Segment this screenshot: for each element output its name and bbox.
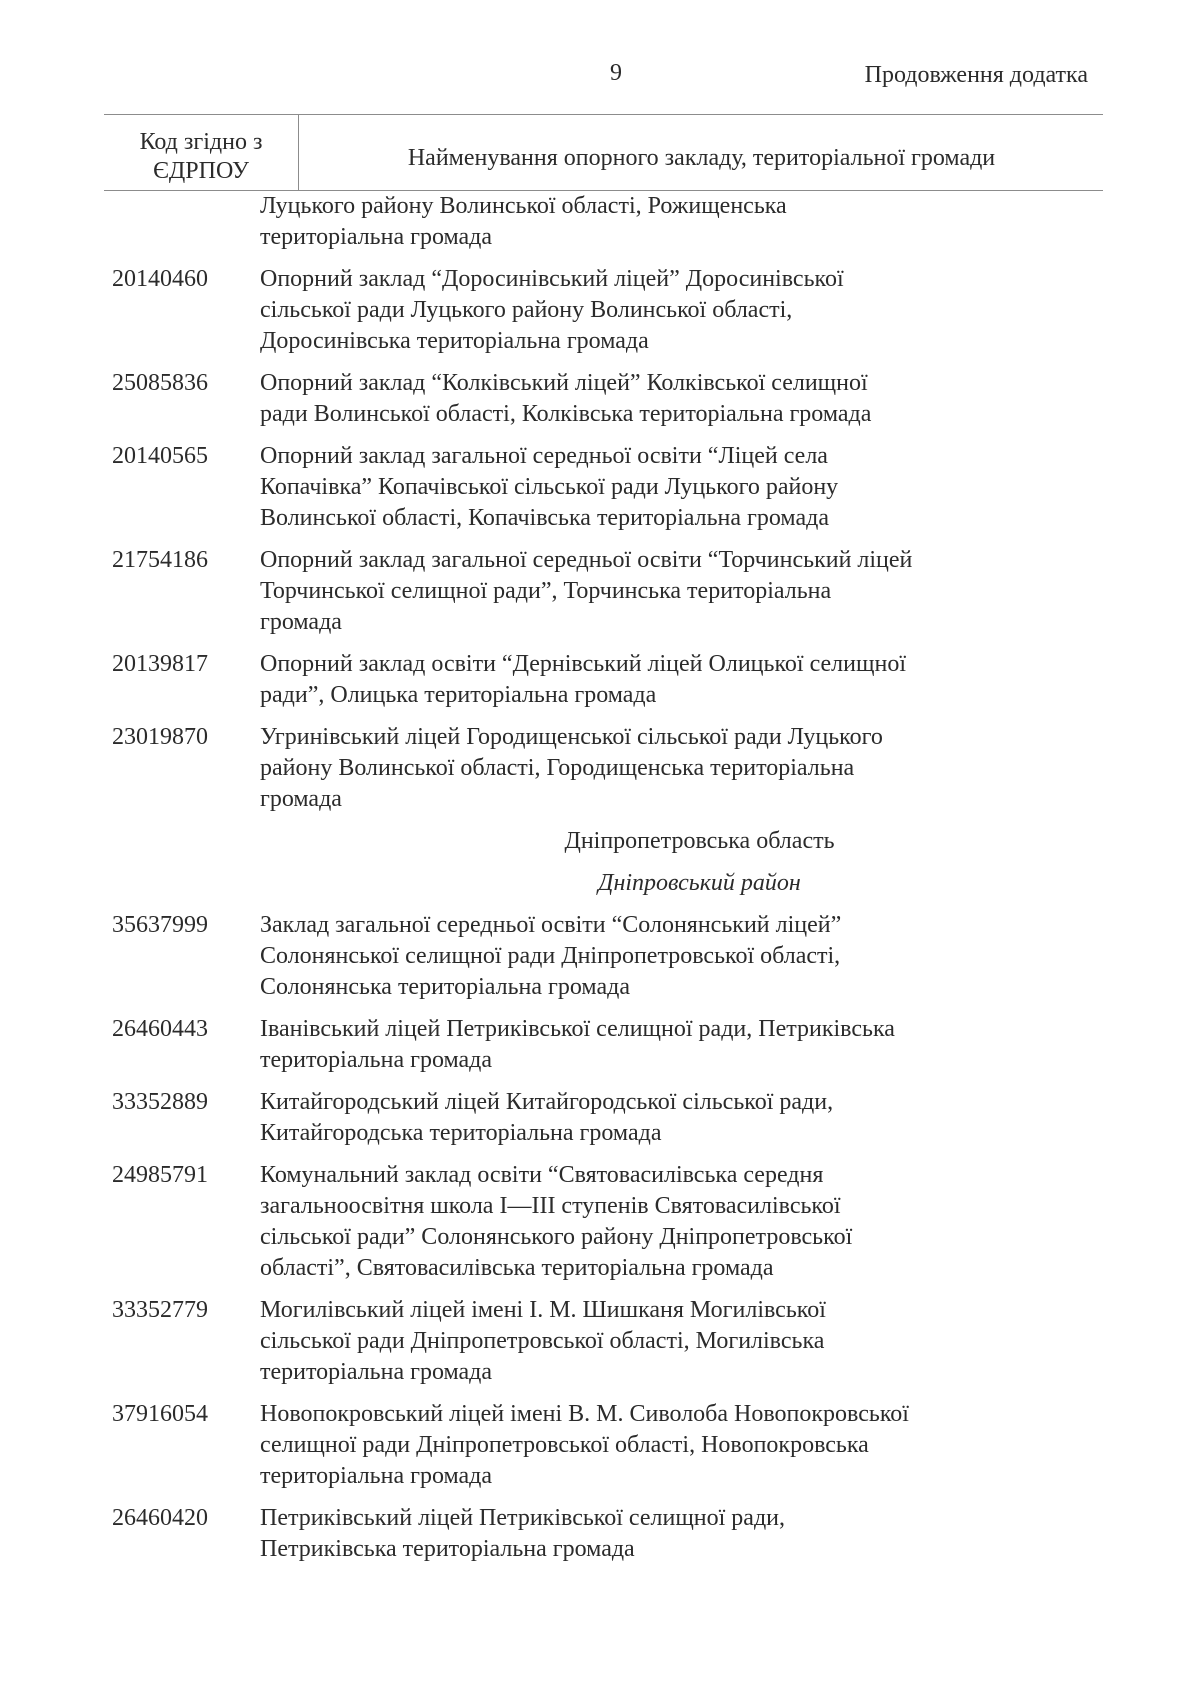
institution-name [260,910,1035,1003]
name-line: Петриківський ліцей Петриківської селищної ради, [260,1505,786,1531]
institution-name [260,1087,1035,1149]
table-row [0,1503,1200,1565]
name-line: Комунальний заклад освіти “Святовасилівська середня [260,1162,824,1188]
table-row [0,910,1200,1003]
name-line: ради”, Олицька територіальна громада [260,682,657,708]
name-line: Солонянської селищної ради Дніпропетровської області, [260,943,841,969]
table-row [0,1160,1200,1284]
institution-name [260,722,1035,815]
edrpou-code: 26460443 [112,1016,208,1042]
page-number: 9 [610,60,622,86]
column-header-name: Найменування опорного закладу, територіальної громади [407,145,996,171]
name-line: ради Волинської області, Колківська територіальна громада [260,401,872,427]
name-line: Новопокровський ліцей імені В. М. Сиволоба Новопокровської [260,1401,909,1427]
name-line: загальноосвітня школа I—III ступенів Святовасилівської [260,1193,841,1219]
table-row [0,1087,1200,1149]
name-line: Опорний заклад “Доросинівський ліцей” Доросинівської [260,266,844,292]
table-row [0,1295,1200,1388]
name-line: Опорний заклад освіти “Дернівський ліцей Олицької селищної [260,651,906,677]
name-line: Опорний заклад “Колківський ліцей” Колківської селищної [260,370,868,396]
name-line: Солонянська територіальна громада [260,974,630,1000]
edrpou-code: 35637999 [112,912,208,938]
table-row [0,191,1200,253]
table-row [0,441,1200,534]
name-line: Копачівка” Копачівської сільської ради Луцького району [260,474,839,500]
name-line: району Волинської області, Городищенська територіальна [260,755,855,781]
institution-name [260,1295,1035,1388]
name-line: сільської ради Дніпропетровської області, Могилівська [260,1328,825,1354]
edrpou-code: 23019870 [112,724,208,750]
name-line: Китайгородський ліцей Китайгородської сільської ради, [260,1089,834,1115]
edrpou-code: 25085836 [112,370,208,396]
name-line: територіальна громада [260,1047,493,1073]
name-line: громада [260,786,342,812]
institution-name [260,545,1035,638]
name-line: територіальна громада [260,224,493,250]
edrpou-code: 20140565 [112,443,208,469]
name-line: територіальна громада [260,1463,493,1489]
region-heading: Дніпропетровська область [564,828,835,854]
institution-name [260,1399,1035,1492]
table-row [0,264,1200,357]
continuation-label: Продовження додатка [864,62,1088,88]
name-line: Опорний заклад загальної середньої освіти “Ліцей села [260,443,828,469]
edrpou-code: 26460420 [112,1505,208,1531]
edrpou-code: 20139817 [112,651,208,677]
name-line: Іванівський ліцей Петриківської селищної ради, Петриківська [260,1016,895,1042]
edrpou-code: 33352779 [112,1297,208,1323]
institution-name [260,368,1035,430]
table-row [0,1014,1200,1076]
name-line: Заклад загальної середньої освіти “Солонянський ліцей” [260,912,842,938]
institution-name [260,191,1035,253]
district-heading: Дніпровський район [598,870,801,896]
name-line: сільської ради” Солонянського району Дніпропетровської [260,1224,853,1250]
name-line: Опорний заклад загальної середньої освіти “Торчинський ліцей [260,547,913,573]
name-line: Торчинської селищної ради”, Торчинська територіальна [260,578,832,604]
table-row [0,368,1200,430]
table-body [0,191,1200,1565]
name-line: Доросинівська територіальна громада [260,328,649,354]
institution-name [260,1160,1035,1284]
edrpou-code: 37916054 [112,1401,208,1427]
column-header-code-line1: Код згідно з [139,129,263,155]
name-line: Китайгородська територіальна громада [260,1120,662,1146]
name-line: селищної ради Дніпропетровської області, Новопокровська [260,1432,869,1458]
column-header-code-line2: ЄДРПОУ [153,158,249,184]
name-line: громада [260,609,342,635]
table-row [0,545,1200,638]
edrpou-code: 21754186 [112,547,208,573]
table-top-rule [104,114,1103,115]
header-column-divider [298,115,299,190]
institution-name [260,264,1035,357]
name-line: сільської ради Луцького району Волинської області, [260,297,793,323]
institution-name [260,1014,1035,1076]
institution-name [260,649,1035,711]
edrpou-code: 24985791 [112,1162,208,1188]
name-line: Могилівський ліцей імені І. М. Шишканя Могилівської [260,1297,826,1323]
institution-name [260,1503,1035,1565]
name-line: Луцького району Волинської області, Рожищенська [260,193,787,219]
table-row [0,1399,1200,1492]
name-line: Угринівський ліцей Городищенської сільської ради Луцького [260,724,883,750]
edrpou-code [0,191,260,253]
column-header-code [106,128,296,186]
name-line: Петриківська територіальна громада [260,1536,635,1562]
name-line: області”, Святовасилівська територіальна громада [260,1255,774,1281]
table-row [0,722,1200,815]
institution-name [260,441,1035,534]
name-line: територіальна громада [260,1359,493,1385]
name-line: Волинської області, Копачівська територіальна громада [260,505,829,531]
edrpou-code: 20140460 [112,266,208,292]
edrpou-code: 33352889 [112,1089,208,1115]
table-row [0,649,1200,711]
